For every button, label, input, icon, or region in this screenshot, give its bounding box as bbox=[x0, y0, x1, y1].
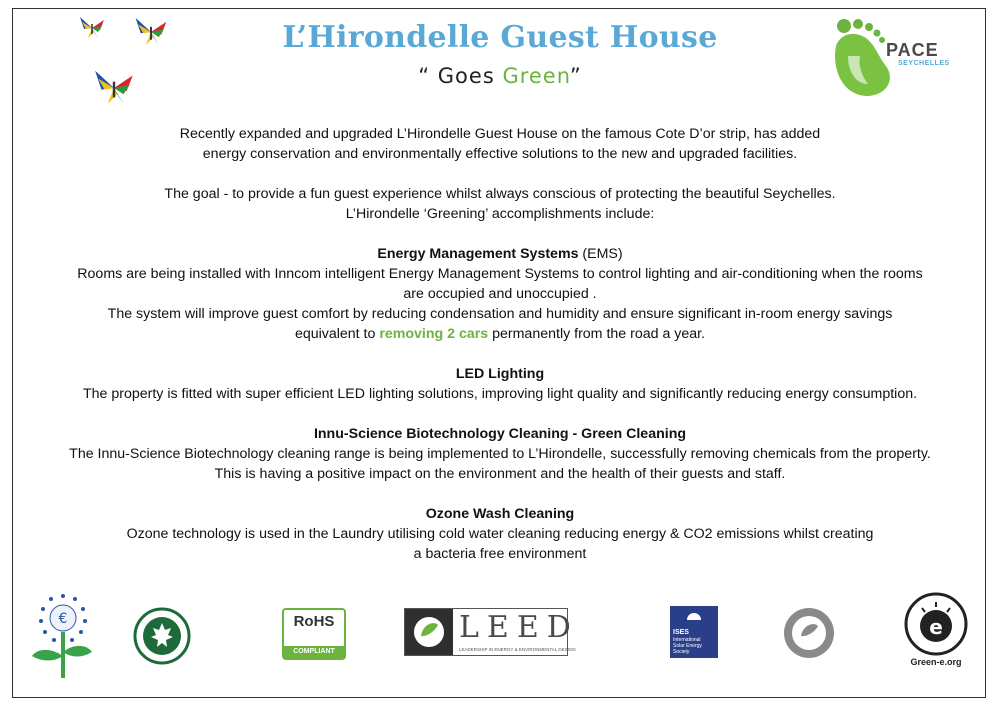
intro-line: Recently expanded and upgraded L’Hirondelle Guest House on the famous Cote D’or strip, has added bbox=[179, 126, 821, 142]
ises-text: ISES bbox=[673, 629, 689, 636]
body-text bbox=[40, 124, 960, 564]
ems-heading bbox=[40, 244, 960, 264]
subtitle-part: “ Goes bbox=[418, 64, 503, 88]
ems-line: The system will improve guest comfort by reducing condensation and humidity and ensure significant in-room energy savings bbox=[107, 306, 893, 322]
ems-line: are occupied and unoccupied . bbox=[403, 286, 597, 302]
sun-icon bbox=[670, 606, 718, 624]
ems-line4-pre: equivalent to bbox=[294, 326, 380, 342]
ises-logo bbox=[670, 606, 718, 658]
leed-logo bbox=[404, 608, 579, 656]
ises-sub: Society bbox=[673, 649, 690, 655]
page-subtitle bbox=[0, 64, 1000, 88]
goal-line: L’Hirondelle ‘Greening’ accomplishments include: bbox=[345, 206, 655, 222]
rohs-text: RoHS bbox=[293, 613, 335, 630]
ozone-line: Ozone technology is used in the Laundry utilising cold water cleaning reducing energy & CO2 emissions whilst creating bbox=[126, 526, 874, 542]
ems-line: Rooms are being installed with Inncom intelligent Energy Management Systems to control lighting and air-conditioning when the rooms bbox=[77, 266, 923, 282]
ems-line bbox=[40, 324, 960, 344]
environmental-choice-canada-logo bbox=[133, 607, 191, 665]
ises-sub: Solar Energy bbox=[673, 643, 702, 649]
innu-line: This is having a positive impact on the environment and the health of their guests and staff. bbox=[214, 466, 786, 482]
ozone-heading: Ozone Wash Cleaning bbox=[425, 506, 575, 522]
ozone-line: a bacteria free environment bbox=[413, 546, 587, 562]
pace-sub: SEYCHELLES bbox=[898, 60, 950, 67]
intro-line: energy conservation and environmentally effective solutions to the new and upgraded facilities. bbox=[202, 146, 798, 162]
rohs-compliant-logo bbox=[282, 608, 346, 660]
leed-text: LEED bbox=[459, 610, 579, 645]
usgbc-text: USGBC bbox=[798, 641, 820, 647]
ises-sub: International bbox=[673, 637, 701, 643]
usgbc-badge bbox=[405, 609, 453, 655]
goal-line: The goal - to provide a fun guest experience whilst always conscious of protecting the beautiful Seychelles. bbox=[164, 186, 836, 202]
ems-heading-text: Energy Management Systems bbox=[377, 246, 579, 262]
leed-subtext: LEADERSHIP IN ENERGY & ENVIRONMENTAL DESIGN bbox=[459, 647, 576, 652]
led-line: The property is fitted with super efficient LED lighting solutions, improving light quality and significantly reducing energy consumption. bbox=[82, 386, 918, 402]
usgbc-seal-logo bbox=[782, 606, 836, 660]
leaf-icon bbox=[405, 609, 453, 655]
subtitle-green: Green bbox=[502, 64, 570, 88]
led-heading: LED Lighting bbox=[455, 366, 545, 382]
rohs-compliant-text: COMPLIANT bbox=[284, 646, 344, 658]
svg-text:€: € bbox=[58, 611, 68, 627]
ems-line4-post: permanently from the road a year. bbox=[488, 326, 706, 342]
ems-highlight: removing 2 cars bbox=[379, 326, 489, 342]
eu-ecolabel-flower-logo bbox=[30, 590, 96, 682]
innu-line: The Innu-Science Biotechnology cleaning range is being implemented to L’Hirondelle, successfully removing chemicals from the property. bbox=[69, 446, 931, 462]
ems-heading-suffix: (EMS) bbox=[578, 246, 623, 262]
svg-text:e: e bbox=[929, 615, 943, 639]
subtitle-part: ” bbox=[569, 64, 582, 88]
page-title: L’Hirondelle Guest House bbox=[282, 20, 718, 55]
green-e-text: Green-e.org bbox=[910, 657, 962, 667]
green-e-certified-logo bbox=[904, 592, 968, 656]
innu-heading: Innu-Science Biotechnology Cleaning - Green Cleaning bbox=[313, 426, 687, 442]
pace-name: PACE bbox=[886, 40, 939, 60]
